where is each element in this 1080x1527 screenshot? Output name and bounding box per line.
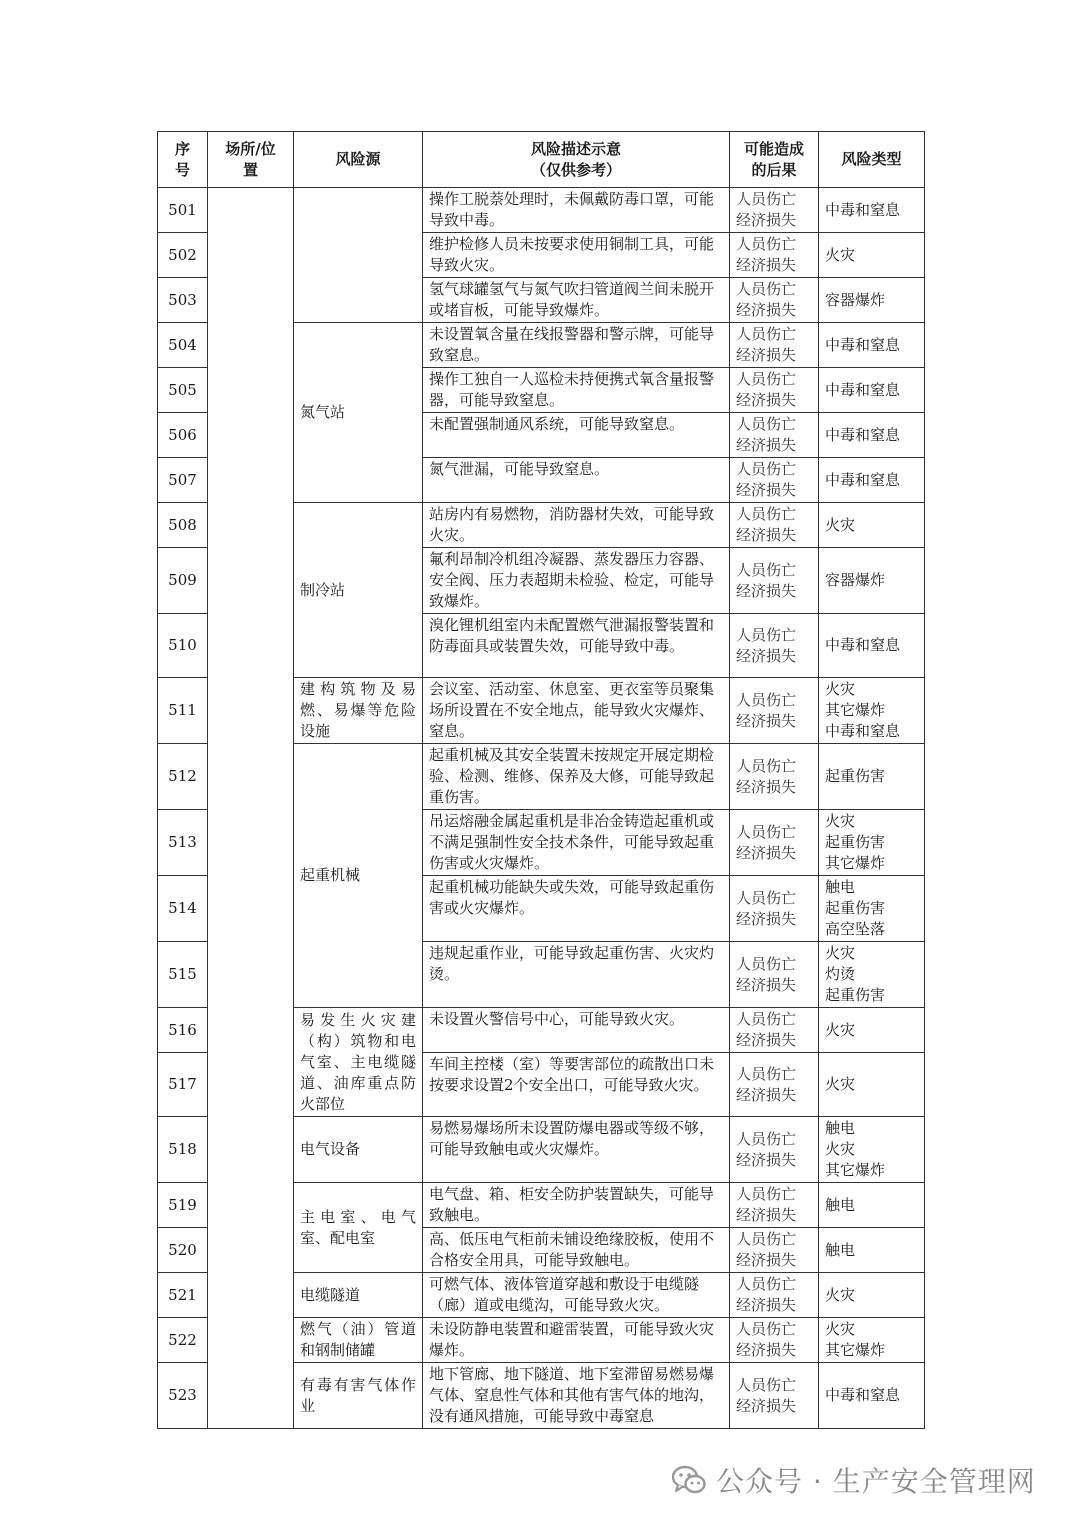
risk-description-cell: 溴化锂机组室内未配置燃气泄漏报警装置和防毒面具或装置失效，可能导致中毒。 [423,614,730,678]
seq-cell: 521 [158,1273,208,1318]
header-risk-source: 风险源 [294,132,423,188]
watermark [672,1460,1036,1500]
risk-description-cell: 未设防静电装置和避雷装置，可能导致火灾爆炸。 [423,1318,730,1363]
consequence-cell: 人员伤亡 经济损失 [730,1008,819,1053]
seq-cell: 501 [158,188,208,233]
risk-description-cell: 会议室、活动室、休息室、更衣室等员聚集场所设置在不安全地点，能导致火灾爆炸、窒息。 [423,678,730,744]
consequence-cell: 人员伤亡 经济损失 [730,1117,819,1183]
risk-source-cell: 燃气（油）管道和钢制储罐 [294,1318,423,1363]
seq-cell: 504 [158,323,208,368]
risk-source-cell: 有毒有害气体作业 [294,1363,423,1429]
location-cell [208,188,294,1429]
seq-cell: 509 [158,548,208,614]
risk-type-cell: 火灾 [819,1273,925,1318]
seq-cell: 508 [158,503,208,548]
risk-type-cell: 中毒和窒息 [819,614,925,678]
risk-type-cell: 火灾 灼烫 起重伤害 [819,942,925,1008]
consequence-cell: 人员伤亡 经济损失 [730,1053,819,1117]
consequence-cell: 人员伤亡 经济损失 [730,503,819,548]
consequence-cell: 人员伤亡 经济损失 [730,1183,819,1228]
risk-description-cell: 起重机械及其安全装置未按规定开展定期检验、检测、维修、保养及大修，可能导致起重伤害。 [423,744,730,810]
seq-cell: 523 [158,1363,208,1429]
risk-type-cell: 火灾 其它爆炸 [819,1318,925,1363]
consequence-cell: 人员伤亡 经济损失 [730,942,819,1008]
risk-description-cell: 违规起重作业，可能导致起重伤害、火灾灼烫。 [423,942,730,1008]
consequence-cell: 人员伤亡 经济损失 [730,1363,819,1429]
risk-description-cell: 氟利昂制冷机组冷凝器、蒸发器压力容器、安全阀、压力表超期未检验、检定，可能导致爆炸。 [423,548,730,614]
table-header-row [158,132,925,188]
risk-description-cell: 未设置火警信号中心，可能导致火灾。 [423,1008,730,1053]
risk-source-cell: 制冷站 [294,503,423,678]
risk-table [157,131,925,1429]
consequence-cell: 人员伤亡 经济损失 [730,548,819,614]
seq-cell: 502 [158,233,208,278]
seq-cell: 510 [158,614,208,678]
risk-type-cell: 中毒和窒息 [819,458,925,503]
consequence-cell: 人员伤亡 经济损失 [730,413,819,458]
consequence-cell: 人员伤亡 经济损失 [730,876,819,942]
table-body [158,188,925,1429]
risk-type-cell: 火灾 [819,503,925,548]
consequence-cell: 人员伤亡 经济损失 [730,810,819,876]
risk-description-cell: 站房内有易燃物，消防器材失效，可能导致火灾。 [423,503,730,548]
risk-description-cell: 吊运熔融金属起重机是非冶金铸造起重机或不满足强制性安全技术条件，可能导致起重伤害或火灾爆炸。 [423,810,730,876]
risk-type-cell: 容器爆炸 [819,548,925,614]
risk-source-cell: 主电室、电气室、配电室 [294,1183,423,1273]
risk-type-cell: 中毒和窒息 [819,413,925,458]
risk-type-cell: 中毒和窒息 [819,1363,925,1429]
consequence-cell: 人员伤亡 经济损失 [730,188,819,233]
wechat-icon [672,1465,706,1495]
consequence-cell: 人员伤亡 经济损失 [730,1228,819,1273]
risk-description-cell: 高、低压电气柜前未铺设绝缘胶板，使用不合格安全用具，可能导致触电。 [423,1228,730,1273]
risk-type-cell: 火灾 起重伤害 其它爆炸 [819,810,925,876]
risk-source-cell: 电气设备 [294,1117,423,1183]
consequence-cell: 人员伤亡 经济损失 [730,233,819,278]
risk-description-cell: 起重机械功能缺失或失效，可能导致起重伤害或火灾爆炸。 [423,876,730,942]
seq-cell: 520 [158,1228,208,1273]
risk-type-cell: 起重伤害 [819,744,925,810]
risk-type-cell: 火灾 [819,233,925,278]
seq-cell: 513 [158,810,208,876]
consequence-cell: 人员伤亡 经济损失 [730,323,819,368]
consequence-cell: 人员伤亡 经济损失 [730,1318,819,1363]
watermark-text: 公众号 · 生产安全管理网 [716,1465,1036,1498]
header-risk-type: 风险类型 [819,132,925,188]
risk-type-cell: 中毒和窒息 [819,368,925,413]
seq-cell: 517 [158,1053,208,1117]
risk-type-cell: 触电 起重伤害 高空坠落 [819,876,925,942]
consequence-cell: 人员伤亡 经济损失 [730,678,819,744]
risk-type-cell: 容器爆炸 [819,278,925,323]
seq-cell: 507 [158,458,208,503]
risk-description-cell: 可燃气体、液体管道穿越和敷设于电缆隧（廊）道或电缆沟，可能导致火灾。 [423,1273,730,1318]
risk-description-cell: 未配置强制通风系统，可能导致窒息。 [423,413,730,458]
risk-type-cell: 火灾 [819,1053,925,1117]
risk-description-cell: 操作工脱萘处理时，未佩戴防毒口罩，可能导致中毒。 [423,188,730,233]
risk-description-cell: 电气盘、箱、柜安全防护装置缺失，可能导致触电。 [423,1183,730,1228]
header-seq: 序 号 [158,132,208,188]
seq-cell: 515 [158,942,208,1008]
seq-cell: 522 [158,1318,208,1363]
header-location: 场所/位 置 [208,132,294,188]
seq-cell: 503 [158,278,208,323]
risk-type-cell: 火灾 [819,1008,925,1053]
seq-cell: 511 [158,678,208,744]
risk-description-cell: 氮气泄漏，可能导致窒息。 [423,458,730,503]
risk-source-cell: 易发生火灾建（构）筑物和电气室、主电缆隧道、油库重点防火部位 [294,1008,423,1117]
seq-cell: 518 [158,1117,208,1183]
risk-type-cell: 触电 火灾 其它爆炸 [819,1117,925,1183]
risk-source-cell: 建构筑物及易燃、易爆等危险设施 [294,678,423,744]
header-consequence: 可能造成 的后果 [730,132,819,188]
risk-type-cell: 触电 [819,1183,925,1228]
risk-type-cell: 触电 [819,1228,925,1273]
consequence-cell: 人员伤亡 经济损失 [730,744,819,810]
risk-description-cell: 氢气球罐氢气与氮气吹扫管道阀兰间未脱开或堵盲板，可能导致爆炸。 [423,278,730,323]
header-risk-description: 风险描述示意 （仅供参考） [423,132,730,188]
risk-description-cell: 未设置氧含量在线报警器和警示牌，可能导致窒息。 [423,323,730,368]
consequence-cell: 人员伤亡 经济损失 [730,278,819,323]
seq-cell: 516 [158,1008,208,1053]
risk-source-cell: 起重机械 [294,744,423,1008]
consequence-cell: 人员伤亡 经济损失 [730,368,819,413]
risk-source-cell: 氮气站 [294,323,423,503]
risk-source-cell [294,188,423,323]
risk-type-cell: 中毒和窒息 [819,188,925,233]
risk-type-cell: 火灾 其它爆炸 中毒和窒息 [819,678,925,744]
table-row [158,188,925,233]
seq-cell: 514 [158,876,208,942]
risk-description-cell: 易燃易爆场所未设置防爆电器或等级不够，可能导致触电或火灾爆炸。 [423,1117,730,1183]
seq-cell: 506 [158,413,208,458]
risk-source-cell: 电缆隧道 [294,1273,423,1318]
seq-cell: 519 [158,1183,208,1228]
risk-description-cell: 车间主控楼（室）等要害部位的疏散出口未按要求设置2个安全出口，可能导致火灾。 [423,1053,730,1117]
risk-description-cell: 操作工独自一人巡检未持便携式氧含量报警器，可能导致窒息。 [423,368,730,413]
consequence-cell: 人员伤亡 经济损失 [730,614,819,678]
risk-description-cell: 地下管廊、地下隧道、地下室滞留易燃易爆气体、窒息性气体和其他有害气体的地沟，没有通风措施，可能导致中毒窒息 [423,1363,730,1429]
risk-type-cell: 中毒和窒息 [819,323,925,368]
seq-cell: 512 [158,744,208,810]
consequence-cell: 人员伤亡 经济损失 [730,458,819,503]
consequence-cell: 人员伤亡 经济损失 [730,1273,819,1318]
seq-cell: 505 [158,368,208,413]
risk-description-cell: 维护检修人员未按要求使用铜制工具，可能导致火灾。 [423,233,730,278]
